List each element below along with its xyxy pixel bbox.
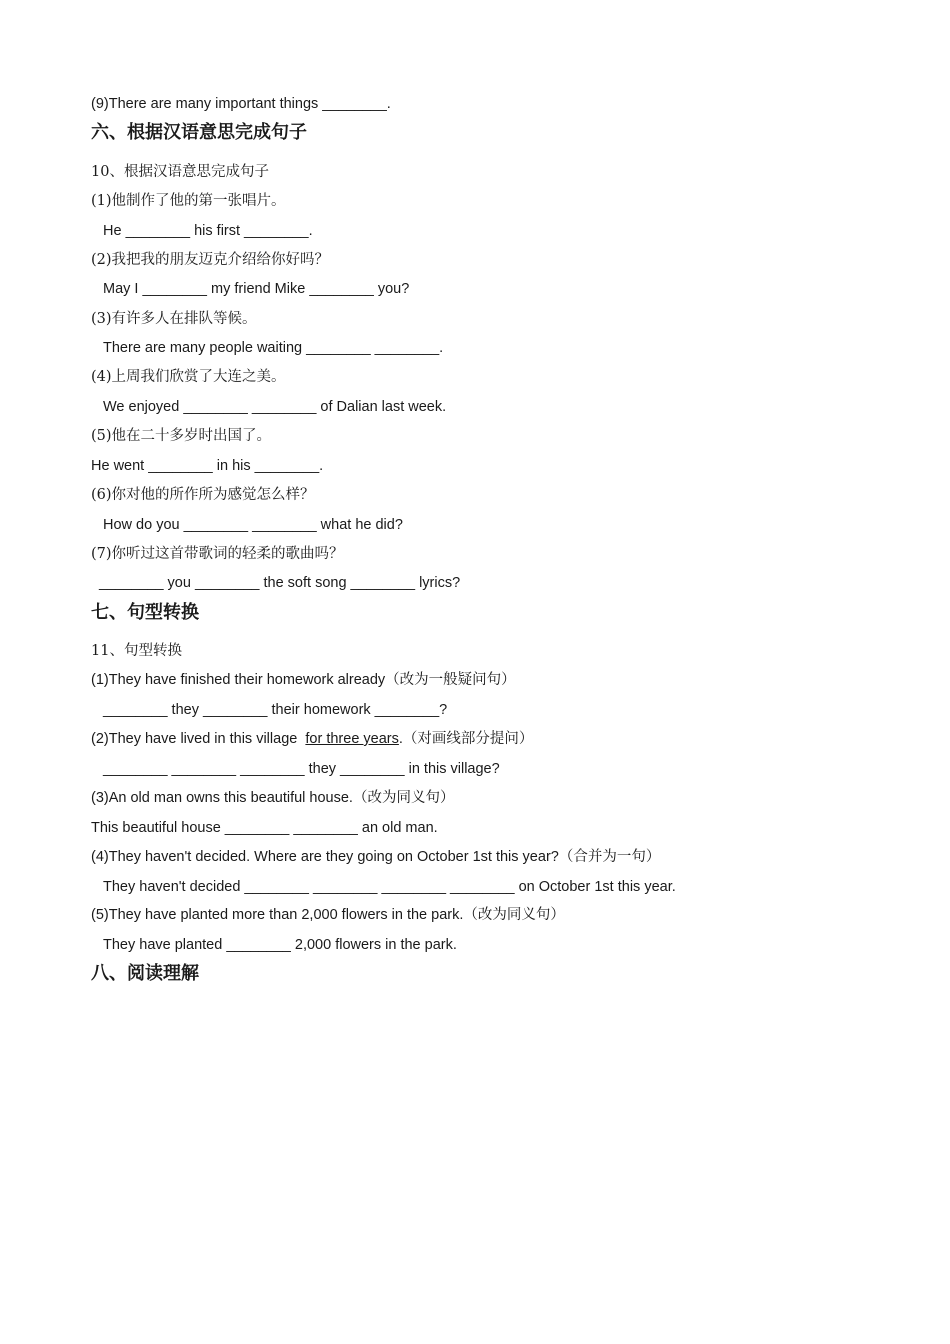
q10-item-5-chinese: (5)他在二十多岁时出国了。 <box>91 428 272 444</box>
q10-item-3-chinese: (3)有许多人在排队等候。 <box>91 311 257 327</box>
q11-item-1-question: (1)They have finished their homework already（改为一般疑问句） <box>91 672 516 688</box>
q10-item-6-english: How do you ________ ________ what he did? <box>103 517 403 533</box>
q11-item-2-question-end: .（对画线部分提问） <box>398 731 534 747</box>
q10-item-7-chinese: (7)你听过这首带歌词的轻柔的歌曲吗？ <box>91 546 344 562</box>
section-7-heading: 七、句型转换 <box>91 602 199 623</box>
section-6-heading: 六、根据汉语意思完成句子 <box>91 122 307 143</box>
q10-item-2-chinese: (2)我把我的朋友迈克介绍给你好吗？ <box>91 252 330 268</box>
q10-title: 10、根据汉语意思完成句子 <box>91 164 269 180</box>
q11-item-5-question: (5)They have planted more than 2,000 flowers in the park.（改为同义句） <box>91 907 565 923</box>
q10-item-3-english: There are many people waiting ________ ________. <box>103 340 444 356</box>
q11-item-3-question: (3)An old man owns this beautiful house.（改为同义句） <box>91 790 455 806</box>
q11-item-2-underlined-phrase: for three years <box>305 731 399 747</box>
section-8-heading: 八、阅读理解 <box>91 963 199 984</box>
q11-item-2-question-start: (2)They have lived in this village <box>91 731 306 747</box>
q10-item-4-english: We enjoyed ________ ________ of Dalian last week. <box>103 399 447 415</box>
q11-item-4-answer: They haven't decided ________ ________ ________ ________ on October 1st this year. <box>103 879 676 895</box>
q10-item-1-english: He ________ his first ________. <box>103 223 313 239</box>
q10-item-1-chinese: (1)他制作了他的第一张唱片。 <box>91 193 286 209</box>
q11-item-2-question <box>91 729 533 749</box>
q11-item-4-question: (4)They haven't decided. Where are they going on October 1st this year?（合并为一句） <box>91 849 661 865</box>
q11-item-2-answer: ________ ________ ________ they ________ in this village? <box>103 761 500 777</box>
q11-item-5-answer: They have planted ________ 2,000 flowers in the park. <box>103 937 457 953</box>
q11-title: 11、句型转换 <box>91 643 182 659</box>
q10-item-5-english: He went ________ in his ________. <box>91 458 324 474</box>
q10-item-4-chinese: (4)上周我们欣赏了大连之美。 <box>91 369 286 385</box>
q9-line: (9)There are many important things ________. <box>91 96 391 112</box>
q10-item-6-chinese: (6)你对他的所作所为感觉怎么样？ <box>91 487 315 503</box>
q11-item-3-answer: This beautiful house ________ ________ an old man. <box>91 820 438 836</box>
q10-item-2-english: May I ________ my friend Mike ________ you? <box>103 281 410 297</box>
q10-item-7-english: ________ you ________ the soft song ________ lyrics? <box>99 575 461 591</box>
q11-item-1-answer: ________ they ________ their homework ________? <box>103 702 448 718</box>
